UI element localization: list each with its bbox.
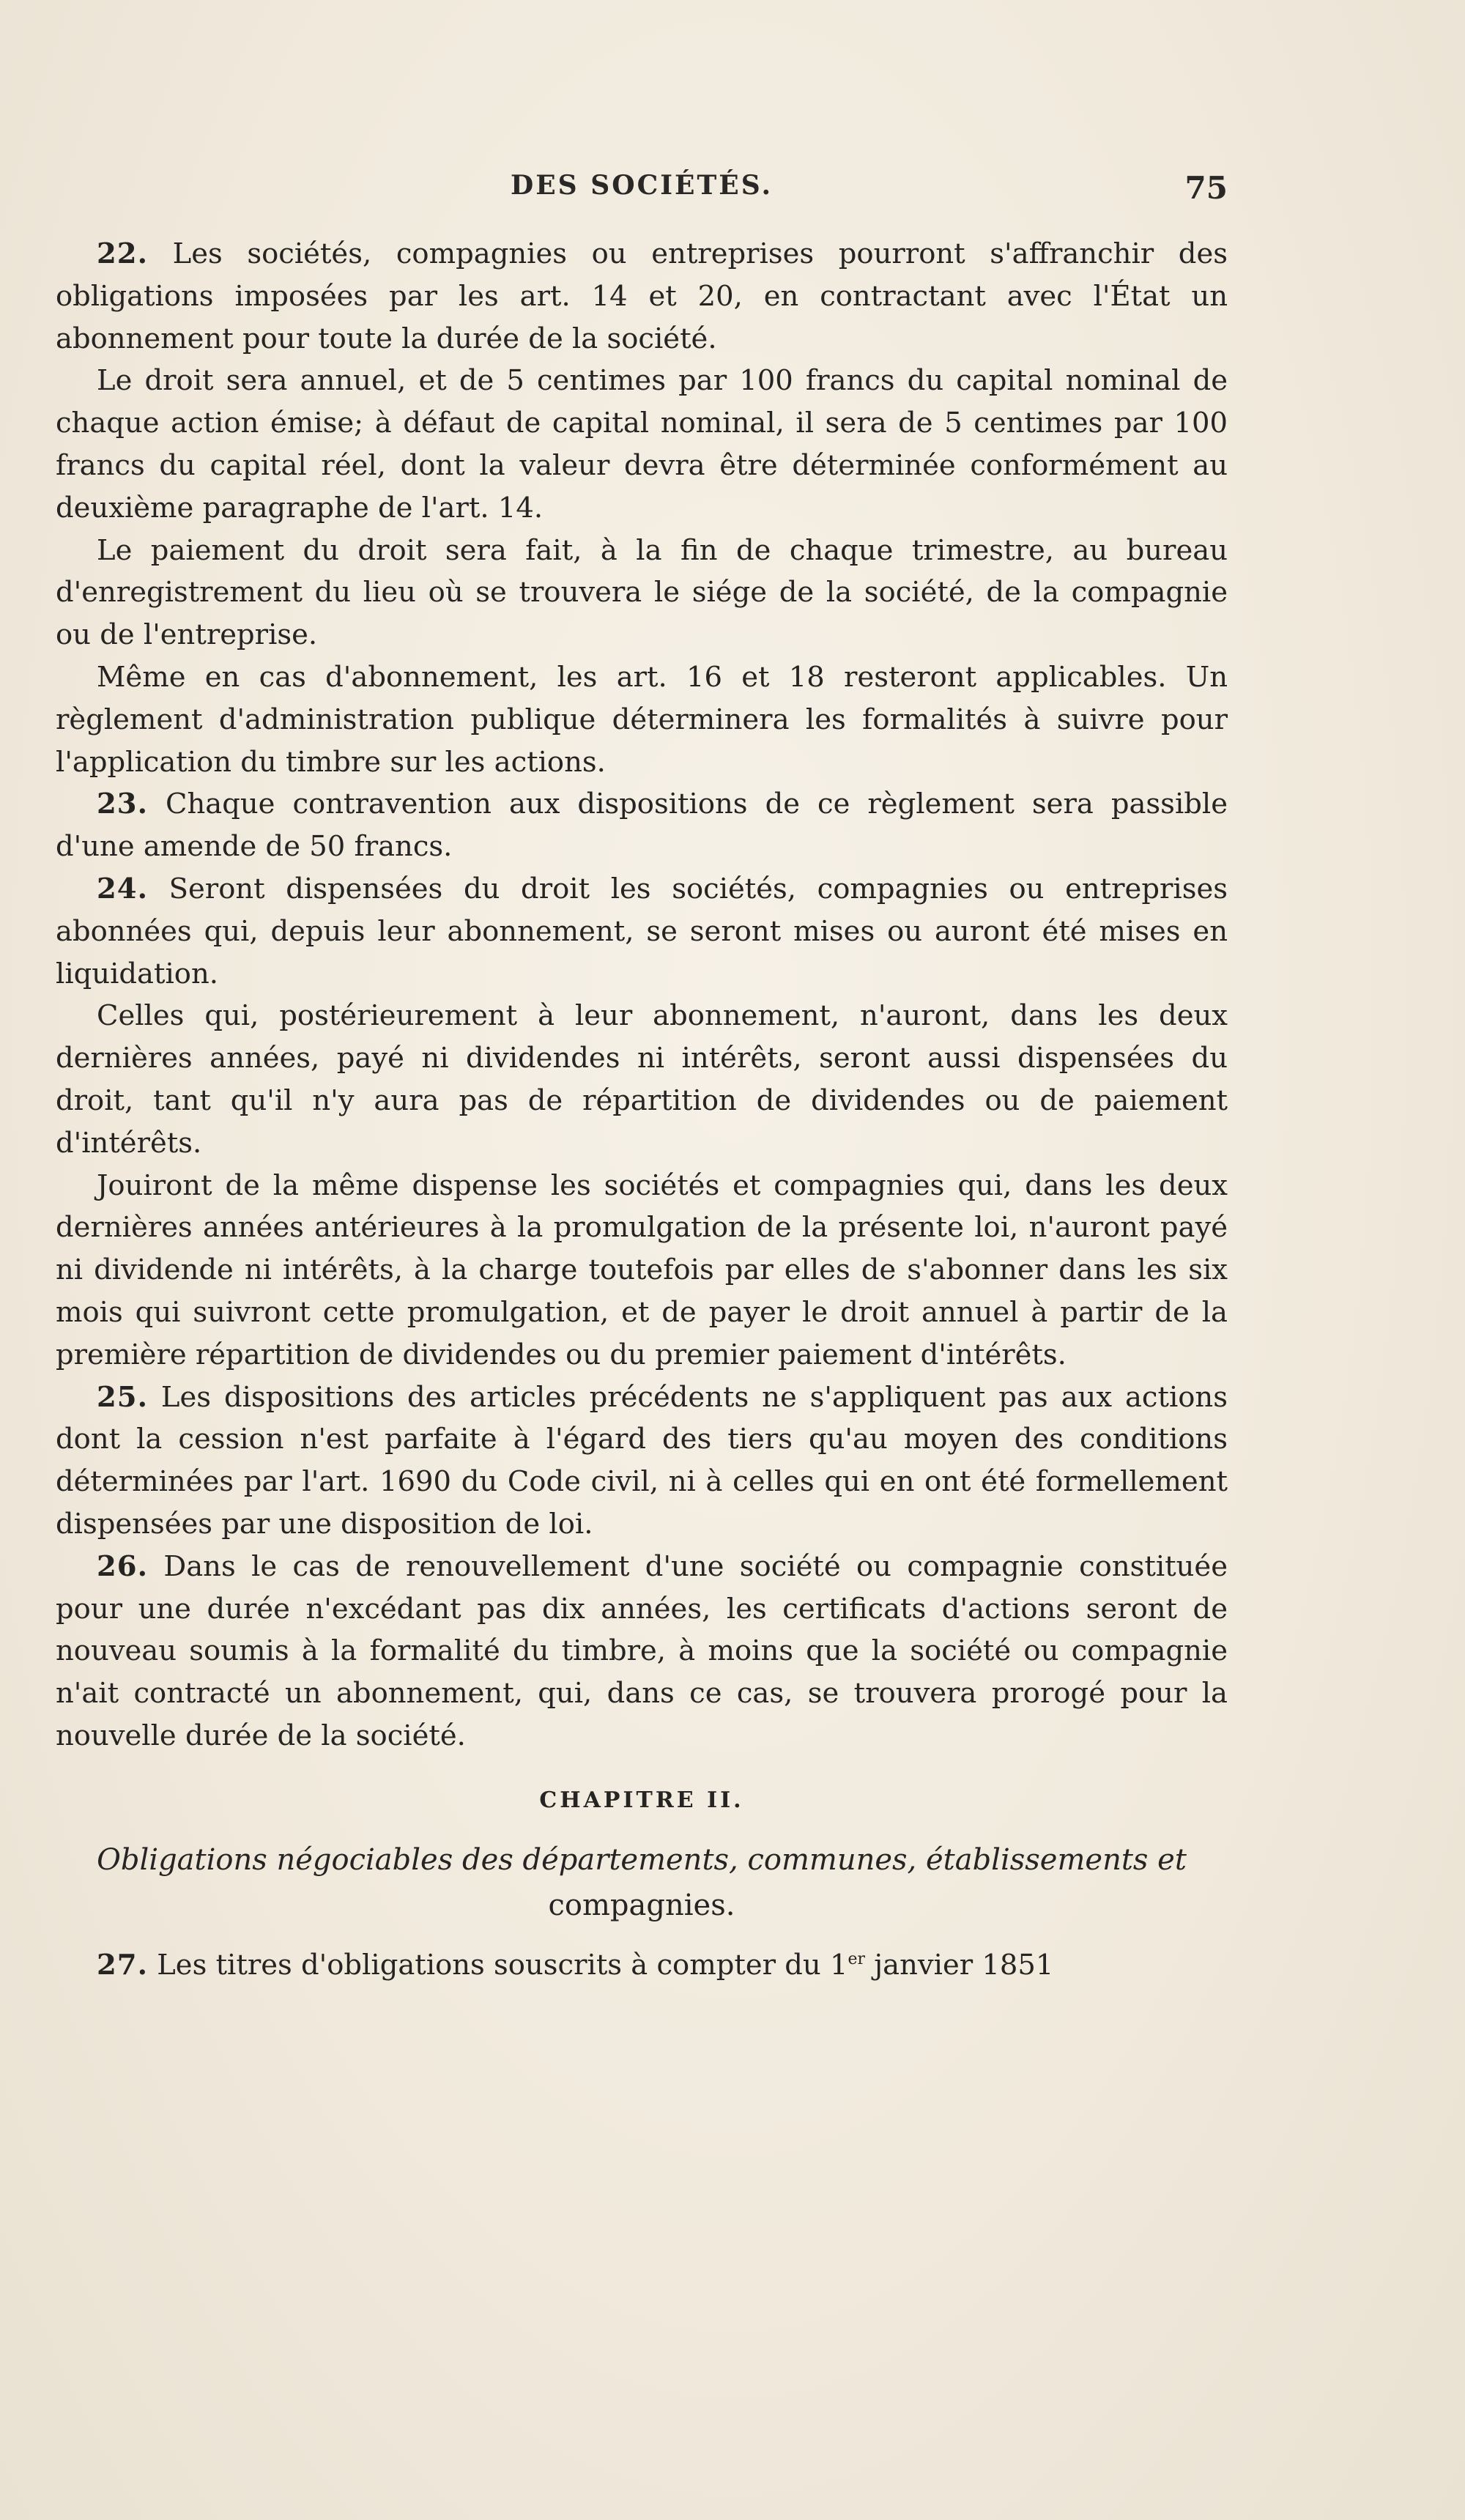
article-27-paragraph-1	[56, 1944, 1228, 1987]
article-text: Jouiront de la même dispense les sociétés et compagnies qui, dans les deux dernières années antérieures à la promulgation de la présente loi, n'auront payé ni dividende ni intérêts, à la charge toutefois par elles de s'abonner dans les six mois qui suivront cette promulgation, et de payer le droit annuel à partir de la première répartition de dividendes ou du premier paiement d'intérêts.	[56, 1168, 1228, 1371]
chapter-title-roman: compagnies.	[548, 1889, 735, 1923]
running-head	[56, 170, 1228, 214]
article-22-paragraph-4	[56, 656, 1228, 783]
article-24-paragraph-1	[56, 868, 1228, 995]
article-24-paragraph-2	[56, 995, 1228, 1164]
article-text: Chaque contravention aux dispositions de ce règlement sera passible d'une amende de 50 francs.	[56, 788, 1228, 864]
article-23-paragraph-1	[56, 783, 1228, 868]
article-number: 26.	[97, 1549, 148, 1583]
article-number: 23.	[97, 788, 148, 821]
article-25-paragraph-1	[56, 1376, 1228, 1546]
ordinal-superscript: er	[848, 1950, 865, 1969]
article-text: janvier 1851	[874, 1949, 1054, 1982]
article-text: Le paiement du droit sera fait, à la fin de chaque trimestre, au bureau d'enregistrement du lieu où se trouvera le siége de la société, de la compagnie ou de l'entreprise.	[56, 533, 1228, 652]
article-text: Seront dispensées du droit les sociétés, compagnies ou entreprises abonnées qui, depuis leur abonnement, se seront mises ou auront été mises en liquidation.	[56, 872, 1228, 990]
article-24-paragraph-3	[56, 1165, 1228, 1376]
article-number: 22.	[97, 237, 148, 270]
article-26-paragraph-1	[56, 1546, 1228, 1757]
page-number: 75	[1184, 170, 1228, 206]
page-body	[56, 233, 1228, 1987]
chapter-label: CHAPITRE II.	[539, 1787, 744, 1813]
article-number: 24.	[97, 872, 148, 905]
article-number: 27.	[97, 1949, 148, 1982]
article-text: Celles qui, postérieurement à leur abonnement, n'auront, dans les deux dernières années, payé ni dividendes ni intérêts, seront aussi dispensées du droit, tant qu'il n'y aura pas de répartition de dividendes ou de paiement d'intérêts.	[56, 999, 1228, 1160]
chapter-title-italic: Obligations négociables des départements, communes, établissements et	[97, 1843, 1187, 1878]
article-number: 25.	[97, 1380, 148, 1414]
article-22-paragraph-3	[56, 530, 1228, 656]
chapter-title	[56, 1837, 1228, 1928]
article-text: Dans le cas de renouvellement d'une société ou compagnie constituée pour une durée n'excédant pas dix années, les certificats d'actions seront de nouveau soumis à la formalité du timbre, à moins que la société ou compagnie n'ait contracté un abonnement, qui, dans ce cas, se trouvera prorogé pour la nouvelle durée de la société.	[56, 1549, 1228, 1752]
article-text: Les dispositions des articles précédents ne s'appliquent pas aux actions dont la cession n'est parfaite à l'égard des tiers qu'au moyen des conditions déterminées par l'art. 1690 du Code civil, ni à celles qui en ont été formellement dispensées par une disposition de loi.	[56, 1380, 1228, 1541]
article-text: Les sociétés, compagnies ou entreprises pourront s'affranchir des obligations imposées par les art. 14 et 20, en contractant avec l'État un abonnement pour toute la durée de la société.	[56, 237, 1228, 355]
article-22-paragraph-1	[56, 233, 1228, 360]
article-text: Le droit sera annuel, et de 5 centimes par 100 francs du capital nominal de chaque action émise; à défaut de capital nominal, il sera de 5 centimes par 100 francs du capital réel, dont la valeur devra être déterminée conformément au deuxième paragraphe de l'art. 14.	[56, 364, 1228, 525]
article-text: Même en cas d'abonnement, les art. 16 et 18 resteront applicables. Un règlement d'administration publique déterminera les formalités à suivre pour l'application du timbre sur les actions.	[56, 660, 1228, 779]
article-22-paragraph-2	[56, 360, 1228, 529]
article-text: Les titres d'obligations souscrits à compter du 1	[157, 1949, 848, 1982]
running-head-title: DES SOCIÉTÉS.	[511, 170, 773, 201]
